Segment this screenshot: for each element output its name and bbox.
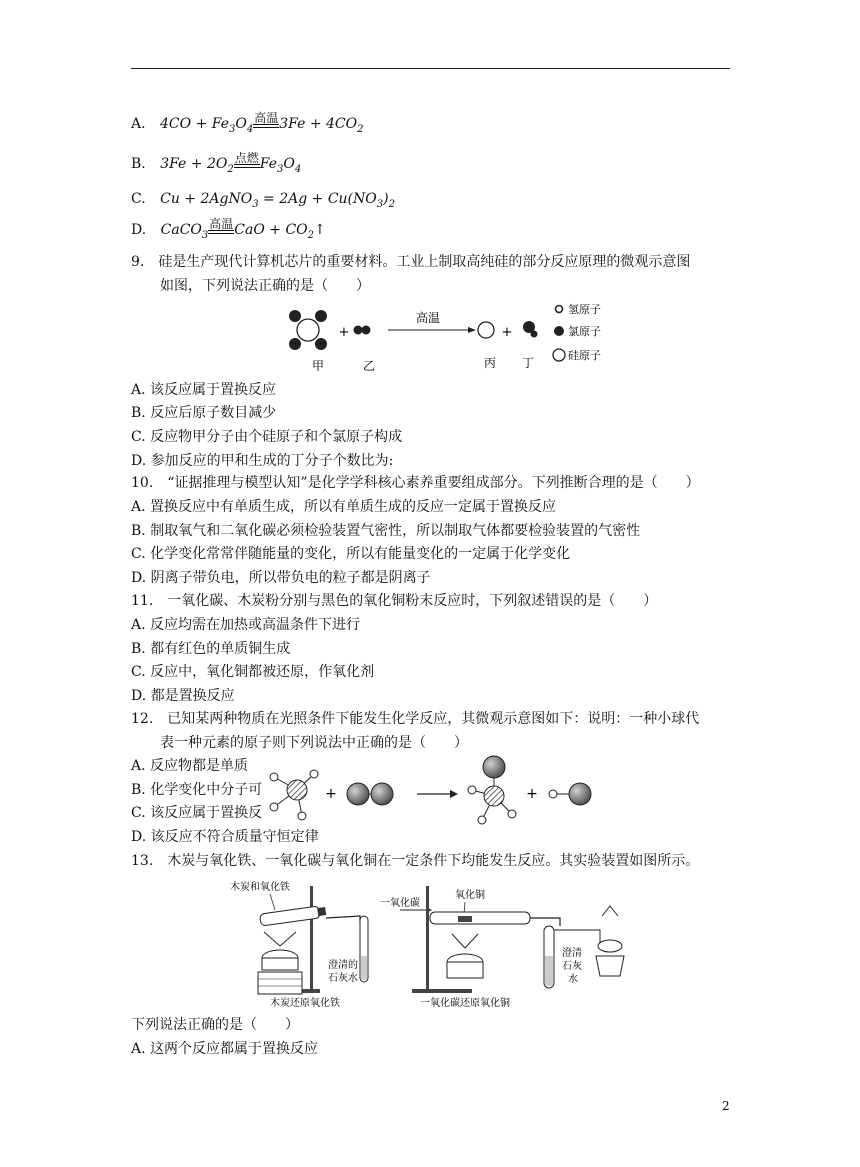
q11-option-a: A. 反应均需在加热或高温条件下进行 bbox=[131, 617, 361, 633]
svg-text:硅原子: 硅原子 bbox=[568, 349, 601, 362]
svg-text:丁: 丁 bbox=[521, 356, 535, 370]
q10-option-d: D. 阴离子带负电，所以带负电的粒子都是阴离子 bbox=[131, 570, 431, 586]
q12-stem-line2: 表一种元素的原子则下列说法中正确的是（ ） bbox=[160, 735, 468, 751]
q8-option-c: C. Cu + 2AgNO$_3$ = $2Ag + Cu(NO_3)_2$ bbox=[131, 191, 395, 210]
q8-option-d: D. CaCO$_3$高温CaO + $CO_2↑$ bbox=[131, 217, 326, 241]
q13-option-a: A. 这两个反应都属于置换反应 bbox=[131, 1041, 319, 1057]
q9-diagram bbox=[278, 300, 618, 376]
q9-option-c: C. 反应物甲分子由个硅原子和个氯原子构成 bbox=[131, 429, 403, 445]
q12-stem-line1: 12. 已知某两种物质在光照条件下能发生化学反应，其微观示意图如下：说明：一种小球代 bbox=[131, 711, 700, 727]
svg-text:石灰: 石灰 bbox=[562, 961, 582, 972]
svg-text:木炭和氧化铁: 木炭和氧化铁 bbox=[230, 882, 290, 893]
svg-text:甲: 甲 bbox=[311, 359, 325, 373]
q9-stem-line1: 9. 硅是生产现代计算机芯片的重要材料。工业上制取高纯硅的部分反应原理的微观示意图 bbox=[131, 254, 691, 270]
svg-text:一氧化碳: 一氧化碳 bbox=[380, 898, 420, 909]
header-rule bbox=[131, 68, 730, 69]
q12-diagram bbox=[262, 752, 602, 832]
q13-stem: 13. 木炭与氧化铁、一氧化碳与氧化铜在一定条件下均能发生反应。其实验装置如图所示。 bbox=[131, 853, 700, 869]
q9-condition: 高温 bbox=[415, 311, 441, 325]
q12-option-a: A. 反应物都是单质 bbox=[131, 758, 249, 774]
svg-text:+: + bbox=[501, 325, 513, 340]
q12-option-b: B. 化学变化中分子可 bbox=[131, 782, 263, 798]
q8-option-a: A. $4CO + Fe_3O_4$高温$3Fe + 4CO_2$ bbox=[131, 111, 364, 135]
svg-text:石灰水: 石灰水 bbox=[328, 973, 358, 984]
q13-question: 下列说法正确的是（ ） bbox=[131, 1017, 299, 1033]
q9-option-b: B. 反应后原子数目减少 bbox=[131, 405, 277, 421]
svg-text:澄清的: 澄清的 bbox=[328, 960, 358, 971]
q12-option-d: D. 该反应不符合质量守恒定律 bbox=[131, 829, 319, 845]
q10-option-b: B. 制取氧气和二氧化碳必须检验装置气密性，所以制取气体都要检验装置的气密性 bbox=[131, 523, 641, 539]
q10-stem: 10. “证据推理与模型认知”是化学学科核心素养重要组成部分。下列推断合理的是（ ） bbox=[131, 475, 700, 491]
svg-text:氢原子: 氢原子 bbox=[568, 303, 601, 316]
q11-stem: 11. 一氧化碳、木炭粉分别与黑色的氧化铜粉末反应时，下列叙述错误的是（ ） bbox=[131, 593, 658, 609]
svg-text:一氧化碳还原氧化铜: 一氧化碳还原氧化铜 bbox=[420, 998, 510, 1009]
q11-option-c: C. 反应中，氧化铜都被还原，作氧化剂 bbox=[131, 664, 375, 680]
svg-text:澄清: 澄清 bbox=[562, 948, 582, 959]
q10-option-c: C. 化学变化常常伴随能量的变化，所以有能量变化的一定属于化学变化 bbox=[131, 546, 571, 562]
q10-option-a: A. 置换反应中有单质生成，所以有单质生成的反应一定属于置换反应 bbox=[131, 499, 557, 515]
svg-text:氧化铜: 氧化铜 bbox=[455, 890, 485, 901]
q8-option-b: B. $3Fe + 2O_2$点燃$Fe_3O_4$ bbox=[131, 151, 302, 175]
q12-option-c: C. 该反应属于置换反 bbox=[131, 805, 263, 821]
page-number: 2 bbox=[722, 1099, 730, 1113]
q9-stem-line2: 如图，下列说法正确的是（ ） bbox=[160, 278, 370, 294]
q9-option-d: D. 参加反应的甲和生成的丁分子个数比为: bbox=[131, 453, 394, 469]
q11-option-b: B. 都有红色的单质铜生成 bbox=[131, 641, 291, 657]
svg-text:丙: 丙 bbox=[483, 356, 497, 370]
svg-text:+: + bbox=[325, 786, 337, 802]
q13-apparatus bbox=[230, 876, 650, 1012]
svg-text:氯原子: 氯原子 bbox=[568, 325, 601, 338]
svg-text:+: + bbox=[526, 786, 538, 802]
svg-text:乙: 乙 bbox=[362, 359, 376, 373]
svg-text:水: 水 bbox=[568, 974, 578, 985]
svg-text:+: + bbox=[338, 325, 350, 340]
q11-option-d: D. 都是置换反应 bbox=[131, 688, 235, 704]
q9-option-a: A. 该反应属于置换反应 bbox=[131, 382, 277, 398]
svg-text:木炭还原氧化铁: 木炭还原氧化铁 bbox=[270, 998, 340, 1009]
